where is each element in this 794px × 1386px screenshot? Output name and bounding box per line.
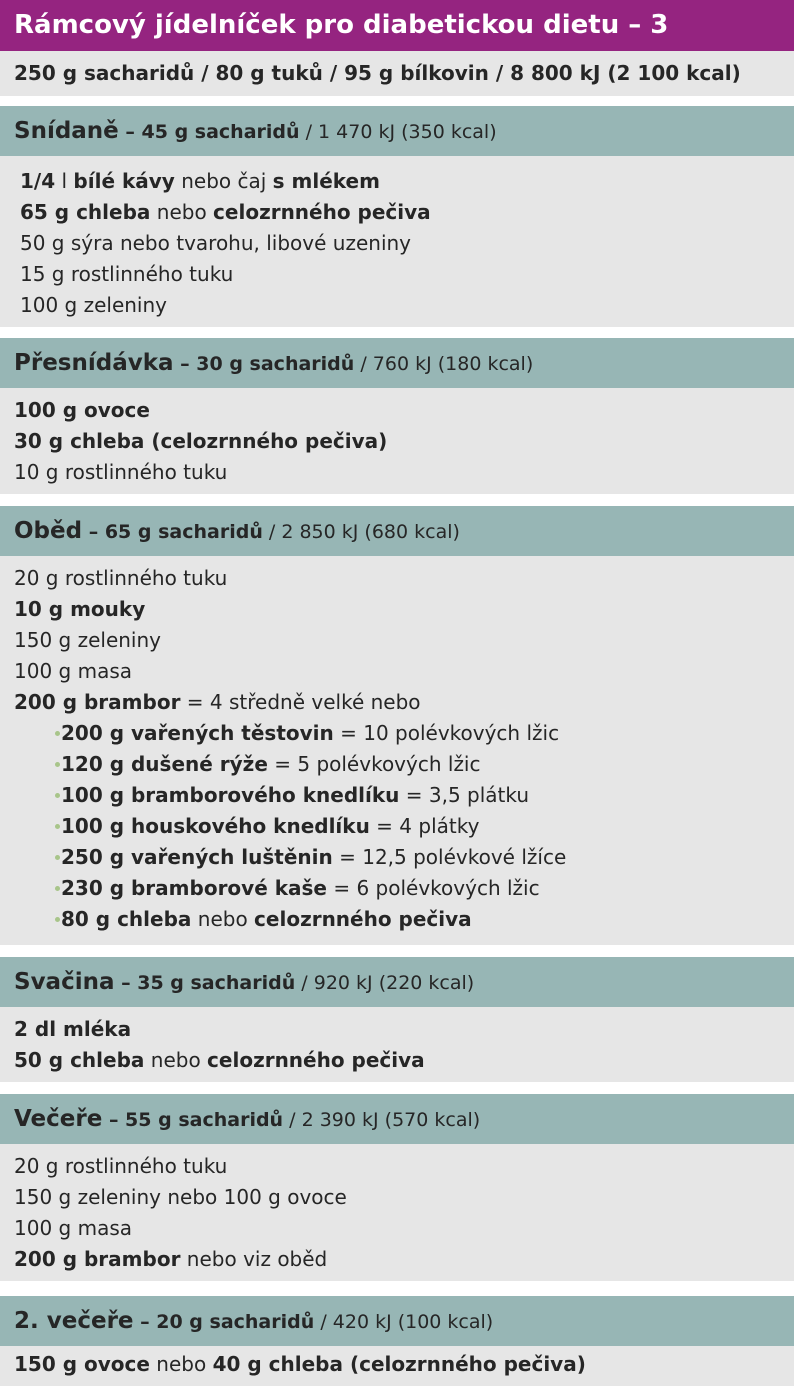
alternative-item [14,718,794,749]
text: = 4 středně velké nebo [180,690,421,714]
meal-energy: / 1 470 kJ (350 kcal) [299,121,497,143]
meal-items [0,556,794,945]
bold-text: 100 g houskového knedlíku [61,814,370,838]
text: l [55,169,74,193]
meal-header [0,338,794,388]
text: 150 g zeleniny nebo 100 g ovoce [14,1185,347,1209]
text: 10 g rostlinného tuku [14,460,228,484]
food-item [14,687,794,718]
bold-text: 150 g ovoce [14,1352,150,1376]
bullet-icon [55,824,60,829]
food-item [14,1244,794,1275]
meal-energy: / 420 kJ (100 kcal) [314,1311,494,1333]
bold-text: 100 g ovoce [14,398,150,422]
meal-carbs: – 20 g sacharidů [133,1311,315,1333]
text: nebo [149,1352,213,1376]
meal-energy: / 760 kJ (180 kcal) [354,353,534,375]
text: 100 g zeleniny [20,293,167,317]
bold-text: 120 g dušené rýže [61,752,268,776]
food-item [20,166,794,197]
meal-items [0,388,794,494]
food-item [14,656,794,687]
bold-text: 200 g brambor [14,1247,181,1271]
meal-name: Snídaně [14,118,119,144]
bold-text: 65 g chleba [20,200,151,224]
bold-text: 200 g brambor [14,690,181,714]
alternative-item [14,811,794,842]
alternative-item [14,873,794,904]
meal-name: Přesnídávka [14,350,174,376]
food-item [20,259,794,290]
text: 50 g sýra nebo tvarohu, libové uzeniny [20,231,412,255]
meal-header [0,506,794,556]
meal-energy: / 2 390 kJ (570 kcal) [283,1109,481,1131]
meal-energy: / 920 kJ (220 kcal) [295,972,475,994]
alternative-item [14,904,794,935]
meal-header [0,1296,794,1346]
bullet-icon [55,793,60,798]
text: 100 g masa [14,1216,132,1240]
bold-text: 50 g chleba [14,1048,145,1072]
food-item [14,1182,794,1213]
text: = 12,5 polévkové lžíce [332,845,567,869]
meal-items [0,1007,794,1082]
text: nebo [191,907,255,931]
text: 20 g rostlinného tuku [14,1154,228,1178]
meal-energy: / 2 850 kJ (680 kcal) [262,521,460,543]
food-item [14,1213,794,1244]
food-item [14,426,794,457]
meal-name: 2. večeře [14,1308,134,1334]
text: = 5 polévkových lžic [267,752,481,776]
meal-items [0,156,794,327]
bullet-icon [55,917,60,922]
meal-carbs: – 65 g sacharidů [82,521,263,543]
bold-text: 230 g bramborové kaše [61,876,327,900]
bold-text: 100 g bramborového knedlíku [61,783,400,807]
text: 15 g rostlinného tuku [20,262,234,286]
bold-text: 250 g vařených luštěnin [61,845,333,869]
text: nebo [150,200,214,224]
bold-text: 40 g chleba (celozrnného pečiva) [212,1352,586,1376]
bold-text: celozrnného pečiva [213,200,431,224]
food-item [14,625,794,656]
bold-text: 2 dl mléka [14,1017,132,1041]
bold-text: 80 g chleba [61,907,192,931]
bold-text: 30 g chleba (celozrnného pečiva) [14,429,388,453]
meal-name: Večeře [14,1106,103,1132]
food-item [14,1349,794,1380]
meal-items [0,1144,794,1281]
bold-text: bílé kávy [73,169,175,193]
food-item [20,197,794,228]
food-item [14,1151,794,1182]
text: = 3,5 plátku [399,783,530,807]
meal-items [0,1346,794,1386]
bullet-icon [55,886,60,891]
daily-summary: 250 g sacharidů / 80 g tuků / 95 g bílkovin / 8 800 kJ (2 100 kcal) [0,51,794,96]
text: = 4 plátky [369,814,480,838]
meal-carbs: – 35 g sacharidů [114,972,296,994]
bold-text: celozrnného pečiva [207,1048,425,1072]
bold-text: 1/4 [20,169,56,193]
text: 20 g rostlinného tuku [14,566,228,590]
bold-text: 10 g mouky [14,597,146,621]
meal-header [0,957,794,1007]
text: = 10 polévkových lžic [333,721,560,745]
meal-header [0,106,794,156]
meal-carbs: – 55 g sacharidů [102,1109,284,1131]
alternative-item [14,842,794,873]
text: 100 g masa [14,659,132,683]
food-item [14,457,794,488]
bold-text: 200 g vařených těstovin [61,721,334,745]
text: 150 g zeleniny [14,628,161,652]
meal-name: Oběd [14,518,83,544]
food-item [14,395,794,426]
bullet-icon [55,855,60,860]
page-title: Rámcový jídelníček pro diabetickou dietu – 3 [0,0,794,51]
text: = 6 polévkových lžic [327,876,540,900]
text: nebo viz oběd [180,1247,328,1271]
food-item [14,563,794,594]
meal-name: Svačina [14,969,115,995]
alternative-item [14,749,794,780]
food-item [20,228,794,259]
meal-header [0,1094,794,1144]
meal-carbs: – 30 g sacharidů [173,353,355,375]
bullet-icon [55,762,60,767]
text: nebo čaj [174,169,273,193]
meal-carbs: – 45 g sacharidů [118,121,300,143]
food-item [14,1045,794,1076]
bold-text: celozrnného pečiva [254,907,472,931]
food-item [20,290,794,321]
text: nebo [144,1048,208,1072]
bullet-icon [55,731,60,736]
bold-text: s mlékem [272,169,380,193]
alternative-item [14,780,794,811]
food-item [14,594,794,625]
food-item [14,1014,794,1045]
